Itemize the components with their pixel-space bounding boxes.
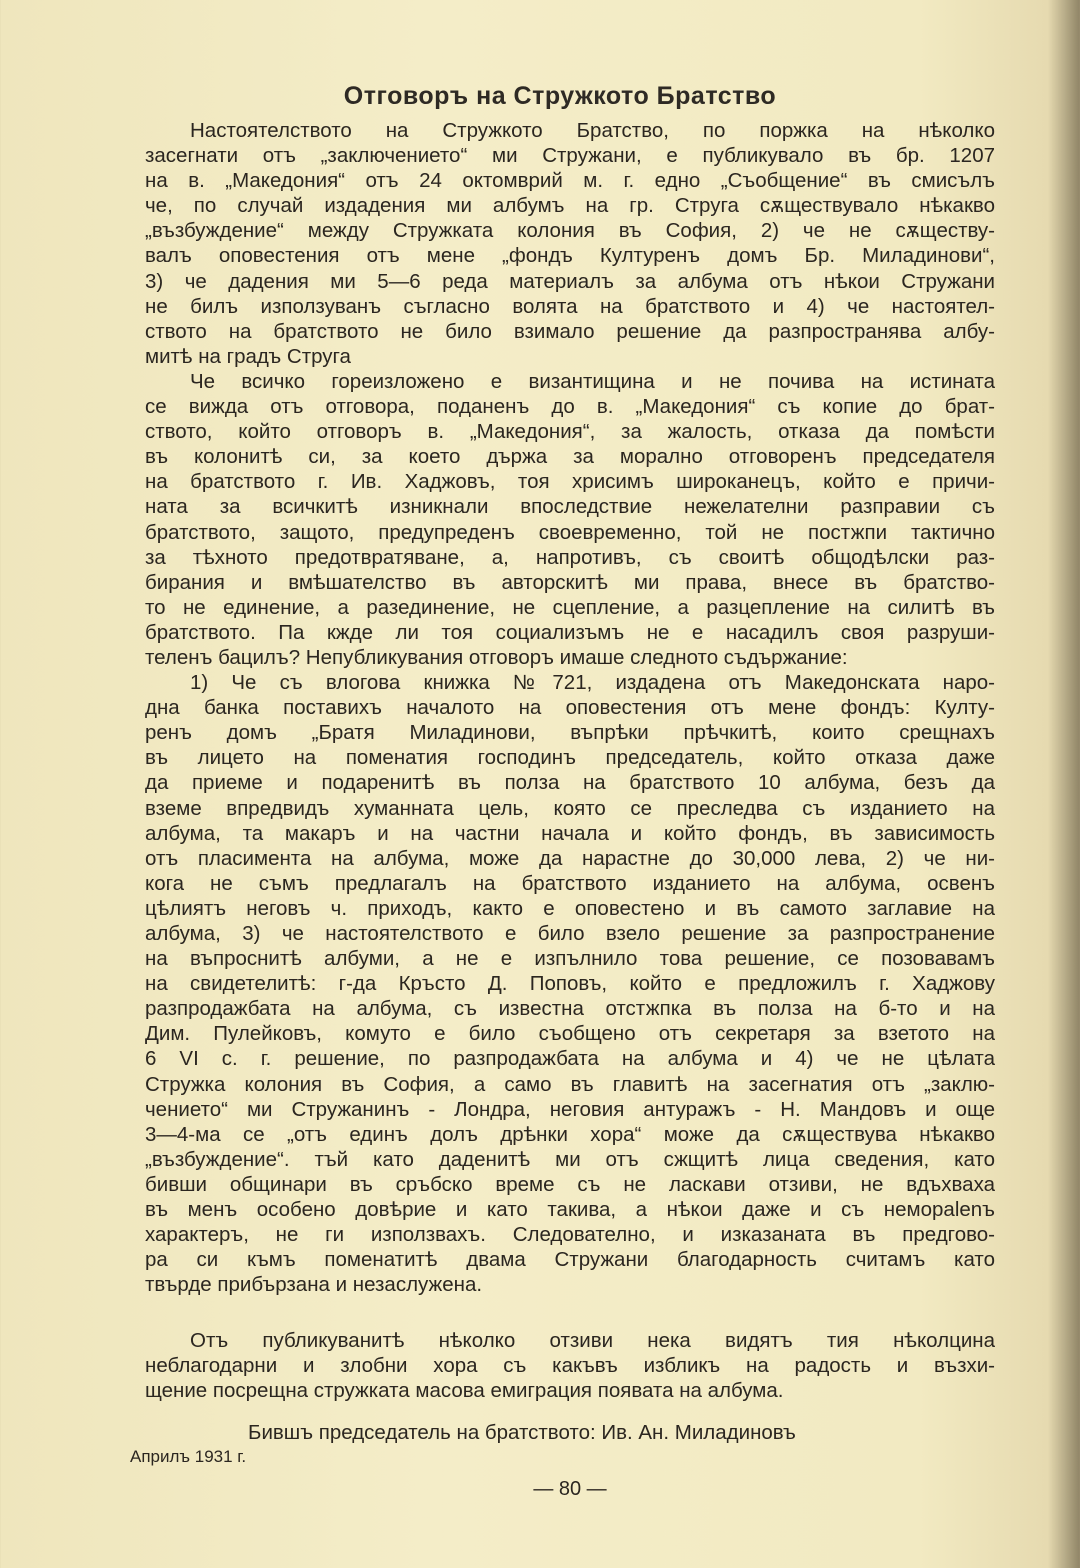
text-line: Настоятелството на Стружкото Братство, по поржка на нѣколко (190, 119, 995, 142)
text-line: отъ пласимента на албума, може да нарастне до 30,000 лева, 2) че ни- (145, 846, 995, 870)
paragraph (145, 670, 995, 1297)
text-line: ра си къмъ поменатитѣ двама Стружани благодарность считамъ като (145, 1248, 995, 1272)
text-line: 3—4-ма се „отъ единъ долъ дрѣнки хора“ може да сѫществува нѣкакво (145, 1122, 995, 1146)
paragraph (145, 118, 995, 369)
text-line: цѣлиятъ неговъ ч. приходъ, както е оповестено и въ самото заглавие на (145, 896, 995, 920)
text-line: митѣ на градъ Струга (145, 344, 351, 368)
text-line: „възбуждение“ между Стружката колония въ София, 2) че не сѫществу- (145, 219, 995, 243)
text-line: въ менъ особено довѣрие и като такива, а нѣкои даже и съ неморalenъ (145, 1198, 995, 1222)
text-line: 3) че дадения ми 5—6 реда материалъ за албума отъ нѣкои Стружани (145, 269, 995, 293)
text-line: Отъ публикуванитѣ нѣколко отзиви нека видятъ тия нѣколцина (190, 1329, 995, 1352)
text-line: се вижда отъ отговора, поданенъ до в. „Македония“ съ копие до брат- (145, 395, 995, 419)
text-line: на въпроснитѣ албуми, а не е изпълнило това решение, се позовавамъ (145, 947, 995, 971)
text-line: ната за всичкитѣ изникнали впоследствие нежелателни разправии съ (145, 495, 995, 519)
text-line: характеръ, не ги използвахъ. Следователно, и изказаната въ предгово- (145, 1223, 995, 1247)
text-line: теленъ бацилъ? Непубликувания отговоръ имаше следното съдържание: (145, 645, 848, 669)
text-line: да приеме и подаренитѣ въ полза на братството 10 албума, безъ да (145, 771, 995, 795)
text-line: въ лицето на поменатия господинъ председатель, който отказа даже (145, 746, 995, 770)
text-line: дна банка поставихъ началото на оповестения отъ мене фондъ: Култу- (145, 696, 995, 720)
text-line: че, по случай издадения ми албумъ на гр. Струга сѫществувало нѣкакво (145, 194, 995, 218)
text-line: 6 VI с. г. решение, по разпродажбата на албума и 4) че не цѣлата (145, 1047, 995, 1071)
text-line: ренъ домъ „Братя Миладинови, въпрѣки прѣчкитѣ, които срещнахъ (145, 721, 995, 745)
date: Априлъ 1931 г. (130, 1447, 247, 1466)
text-line: щение посрещна стружката масова емиграция появата на албума. (145, 1379, 784, 1403)
text-line: бирания и вмѣшателство въ авторскитѣ ми права, внесе въ братство- (145, 570, 995, 594)
text-line: ството на братството не било взимало решение да разпространява албу- (145, 319, 995, 343)
text-line: кога не съмъ предлагалъ на братството изданието на албума, освенъ (145, 871, 995, 895)
text-line: то не единение, а разединение, не сцепление, а разцепление на силитѣ въ (145, 595, 995, 619)
text-line: албума, та макаръ и на частни начала и който фондъ, въ зависимость (145, 821, 995, 845)
signature: Бившъ председатель на братството: Ив. Ан. Миладиновъ (248, 1421, 796, 1444)
paragraph (145, 369, 995, 670)
text-line: за тѣхното предотвратяване, а, напротивъ, съ своитѣ общодѣлски раз- (145, 545, 995, 569)
text-line: Стружка колония въ София, а само въ главитѣ на засегнатия отъ „заклю- (145, 1072, 995, 1096)
text-line: неблагодарни и злобни хора съ какъвъ избликъ на радость и възхи- (145, 1354, 995, 1378)
text-line: въ колонитѣ си, за което държа за морално отговоренъ председателя (145, 445, 995, 469)
text-line: засегнати отъ „заключението“ ми Стружани, е публикувало въ бр. 1207 (145, 144, 995, 168)
text-line: разпродажбата на албума, съ известна отстжпка въ полза на б-то и на (145, 997, 995, 1021)
closing-paragraph (145, 1328, 995, 1403)
text-line: не билъ използуванъ съгласно волята на братството и 4) че настоятел- (145, 294, 995, 318)
text-line: на братството г. Ив. Хаджовъ, тоя хрисимъ широканецъ, който е причи- (145, 470, 995, 494)
text-line: валъ оповестения отъ мене „фондъ Културенъ домъ Бр. Миладинови“, (145, 244, 995, 268)
text-line: вземе впредвидъ хуманната цель, която се преследва съ изданието на (145, 796, 995, 820)
text-line: 1) Че съ влогова книжка №721, издадена отъ Македонската наро- (190, 671, 995, 695)
page-title: Отговоръ на Стружкото Братство (343, 82, 777, 110)
text-line: на свидетелитѣ: г-да Кръсто Д. Поповъ, който е предложилъ г. Хаджову (145, 972, 995, 996)
article-body (145, 118, 995, 1297)
text-line: бивши общинари въ сръбско време съ не ласкави отзиви, не вдъхваха (145, 1172, 995, 1196)
text-line: братството, защото, предупреденъ своевременно, той не постжпи тактично (145, 520, 995, 544)
text-line: Че всичко гореизложено е византищина и не почива на истината (190, 369, 995, 393)
text-line: твърде прибързана и незаслужена. (145, 1273, 483, 1297)
text-line: „възбуждение“. тъй като даденитѣ ми отъ сжщитѣ лица сведения, като (145, 1147, 995, 1171)
page-number: — 80 — (533, 1478, 607, 1500)
text-line: чението“ ми Стружанинъ - Лондра, неговия антуражъ - Н. Мандовъ и още (145, 1097, 995, 1121)
text-line: на в. „Македония“ отъ 24 октомврий м. г. едно „Съобщение“ въ смисълъ (145, 169, 995, 193)
text-line: братството. Па кжде ли тоя социализъмъ не е насадилъ своя разруши- (145, 620, 995, 644)
text-line: албума, 3) че настоятелството е било взело решение за разпространение (145, 922, 995, 945)
paragraph (145, 1328, 995, 1403)
text-line: ството, който отговоръ в. „Македония“, за жалость, отказа да помѣсти (145, 420, 995, 444)
text-line: Дим. Пулейковъ, комуто е било съобщено отъ секретаря за взетото на (145, 1022, 995, 1046)
